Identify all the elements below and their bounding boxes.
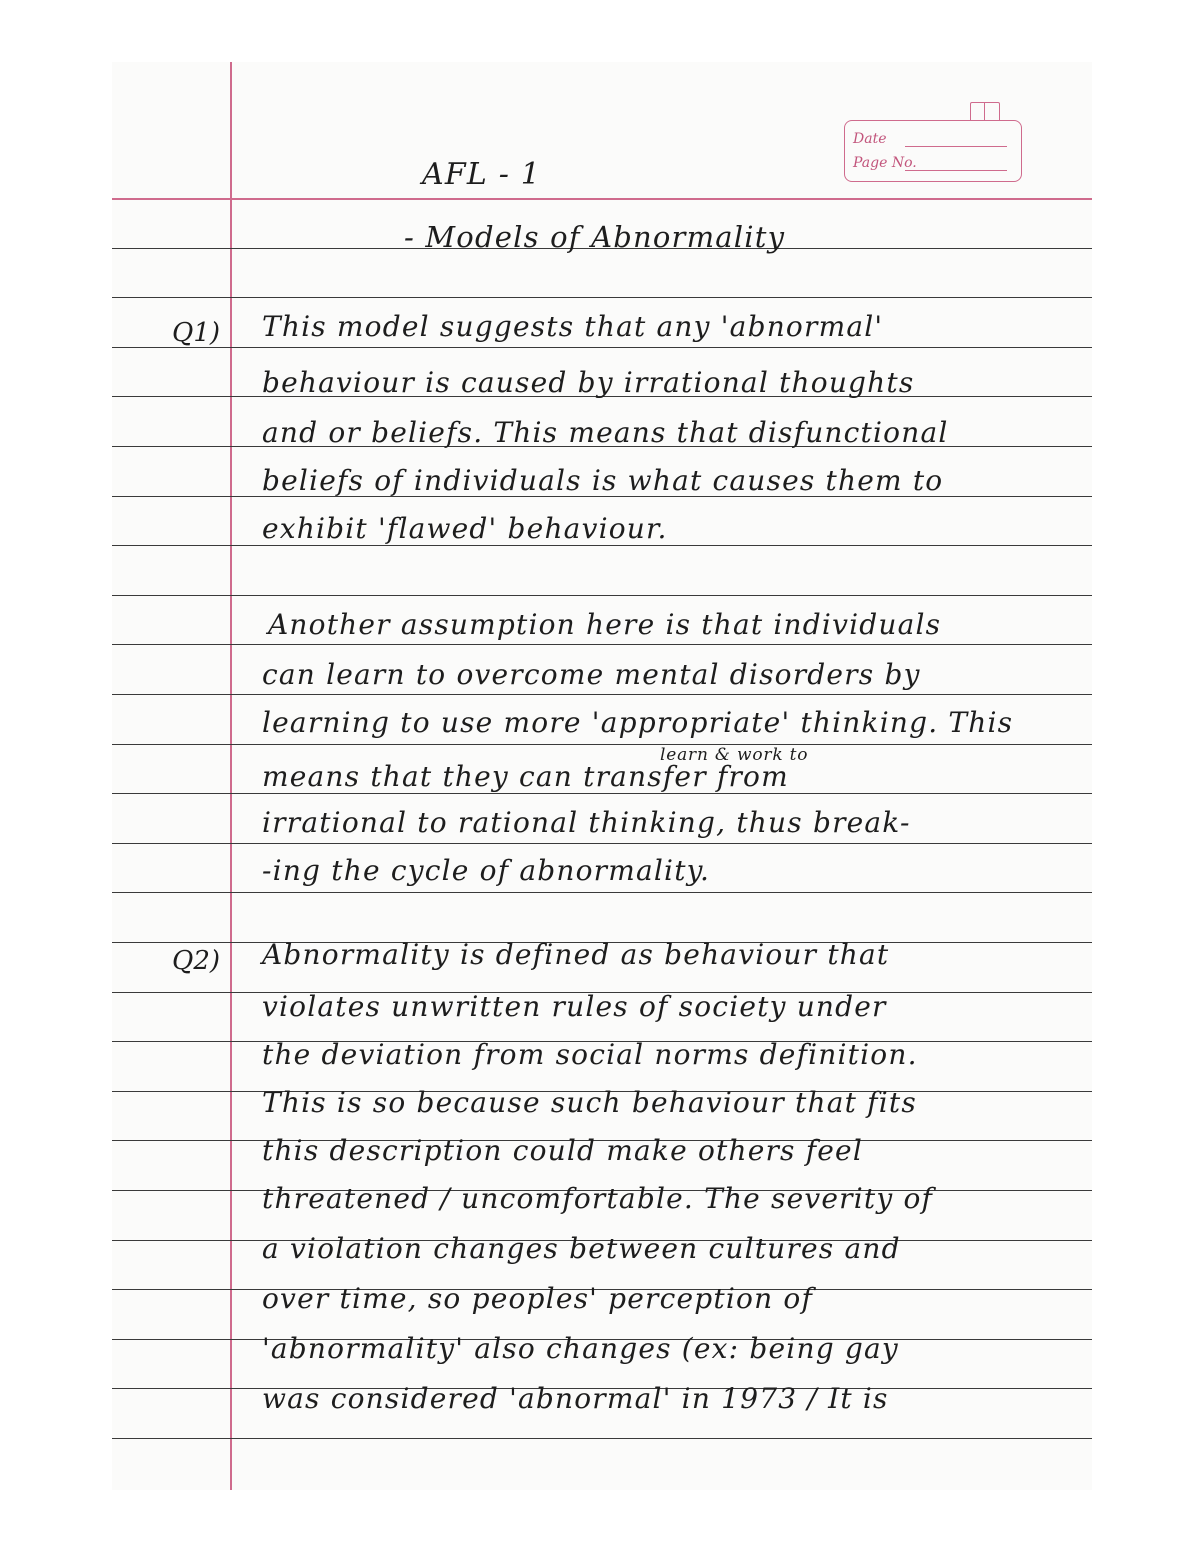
question-2-number: Q2) (172, 946, 221, 976)
ruled-line (112, 744, 1092, 745)
q1-line: exhibit 'flawed' behaviour. (262, 512, 668, 545)
q1-line: -ing the cycle of abnormality. (262, 854, 711, 887)
q2-line: Abnormality is defined as behaviour that (262, 938, 890, 971)
ruled-line (112, 694, 1092, 695)
ruled-line (112, 793, 1092, 794)
q2-line: This is so because such behaviour that fits (262, 1086, 917, 1119)
ruled-line (112, 595, 1092, 596)
page-number-label: Page No. (853, 155, 917, 171)
date-stamp (844, 120, 1022, 182)
q1-line: learning to use more 'appropriate' thinking. This (262, 706, 1014, 739)
ruled-line (112, 644, 1092, 645)
ruled-line (112, 1438, 1092, 1439)
notebook-page (112, 62, 1092, 1490)
insertion-note: learn & work to (660, 745, 809, 765)
ruled-line (112, 297, 1092, 298)
ruled-line (112, 545, 1092, 546)
q2-line: was considered 'abnormal' in 1973 / It is (262, 1382, 889, 1415)
page-title: AFL - 1 (422, 157, 542, 192)
ruled-line (112, 843, 1092, 844)
q1-line: This model suggests that any 'abnormal' (262, 310, 884, 343)
header-rule (112, 198, 1092, 200)
q1-line: beliefs of individuals is what causes them to (262, 464, 944, 497)
q2-line: over time, so peoples' perception of (262, 1282, 814, 1315)
date-label: Date (853, 131, 887, 147)
q1-line: behaviour is caused by irrational thoughts (262, 366, 915, 399)
ruled-line (112, 347, 1092, 348)
q2-line: violates unwritten rules of society under (262, 990, 887, 1023)
q2-line: threatened / uncomfortable. The severity of (262, 1182, 934, 1215)
q2-line: a violation changes between cultures and (262, 1232, 901, 1265)
q1-line: means that they can transfer from (262, 760, 789, 793)
q2-line: 'abnormality' also changes (ex: being gay (262, 1332, 899, 1365)
q2-line: this description could make others feel (262, 1134, 863, 1167)
margin-line (230, 62, 232, 1490)
q1-line: irrational to rational thinking, thus break- (262, 806, 911, 839)
q2-line: the deviation from social norms definition. (262, 1038, 918, 1071)
q1-line: and or beliefs. This means that disfunctional (262, 416, 949, 449)
q1-line: can learn to overcome mental disorders by (262, 658, 921, 691)
q1-line: Another assumption here is that individuals (268, 608, 942, 641)
page-subtitle: - Models of Abnormality (404, 220, 786, 254)
ruled-line (112, 892, 1092, 893)
question-1-number: Q1) (172, 318, 221, 348)
